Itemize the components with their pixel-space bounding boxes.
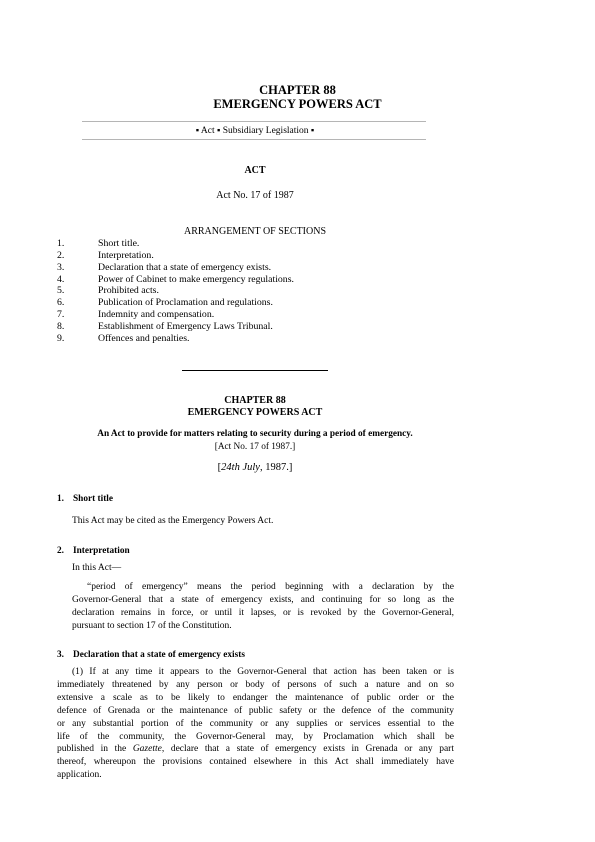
section-heading: 2. Interpretation	[57, 546, 130, 556]
act-reference: [Act No. 17 of 1987.]	[214, 442, 296, 452]
toc-item[interactable]: 8. Establishment of Emergency Laws Tribunal.	[57, 320, 273, 332]
section-heading: 3. Declaration that a state of emergency exists	[57, 650, 245, 660]
definition-paragraph: “period of emergency” means the period beginning with a declaration by the Governor-General that a state of emergency exists, and continuing for so long as the declaration remains in force, or until it lapses, or is revoked by the Governor-General, pursuant to section 17 of the Constitution.	[72, 582, 454, 631]
act-heading: ACT	[244, 165, 266, 176]
top-divider	[82, 121, 426, 122]
commencement-date: [24th July, 1987.]	[217, 462, 293, 473]
arrangement-heading: ARRANGEMENT OF SECTIONS	[183, 226, 327, 237]
toc-item[interactable]: 6. Publication of Proclamation and regulations.	[57, 297, 273, 309]
section-separator	[182, 370, 328, 371]
body-chapter-title: CHAPTER 88 EMERGENCY POWERS ACT	[187, 395, 323, 418]
chapter-number: CHAPTER 88	[259, 83, 336, 97]
section-heading: 1. Short title	[57, 494, 114, 504]
navigation-links[interactable]: ▪ Act ▪ Subsidiary Legislation ▪	[195, 126, 315, 136]
bottom-divider	[82, 139, 426, 140]
toc-item[interactable]: 1. Short title.	[57, 238, 140, 249]
section-text: This Act may be cited as the Emergency Powers Act.	[72, 516, 274, 526]
toc-item[interactable]: 4. Power of Cabinet to make emergency regulations.	[57, 273, 294, 285]
long-title: An Act to provide for matters relating to security during a period of emergency.	[97, 429, 413, 439]
toc-item[interactable]: 2. Interpretation.	[57, 249, 154, 261]
chapter-title	[0, 83, 595, 111]
toc-item[interactable]: 7. Indemnity and compensation.	[57, 309, 215, 321]
toc-item[interactable]: 9. Offences and penalties.	[57, 332, 190, 344]
act-name: EMERGENCY POWERS ACT	[213, 97, 382, 111]
section-intro: In this Act—	[72, 563, 122, 573]
toc-item[interactable]: 5. Prohibited acts.	[57, 285, 159, 297]
toc-item[interactable]: 3. Declaration that a state of emergency exists.	[57, 261, 272, 273]
table-of-contents	[57, 238, 294, 345]
act-number: Act No. 17 of 1987	[216, 190, 294, 201]
section-paragraph: (1) If at any time it appears to the Governor-General that action has been taken or is immediately threatened by any person or body of persons of such a nature and on so extensive a scale as to be likely to endanger the maintenance of public order or the defence of Grenada or the maintenance of public safety or the defence of the community or any substantial portion of the community or any supplies or services essential to the life of the community, the Governor-General may, by Proclamation which shall be published in the Gazette, declare that a state of emergency exists in Grenada or any part thereof, whereupon the provisions contained elsewhere in this Act shall immediately have application.	[57, 667, 454, 781]
